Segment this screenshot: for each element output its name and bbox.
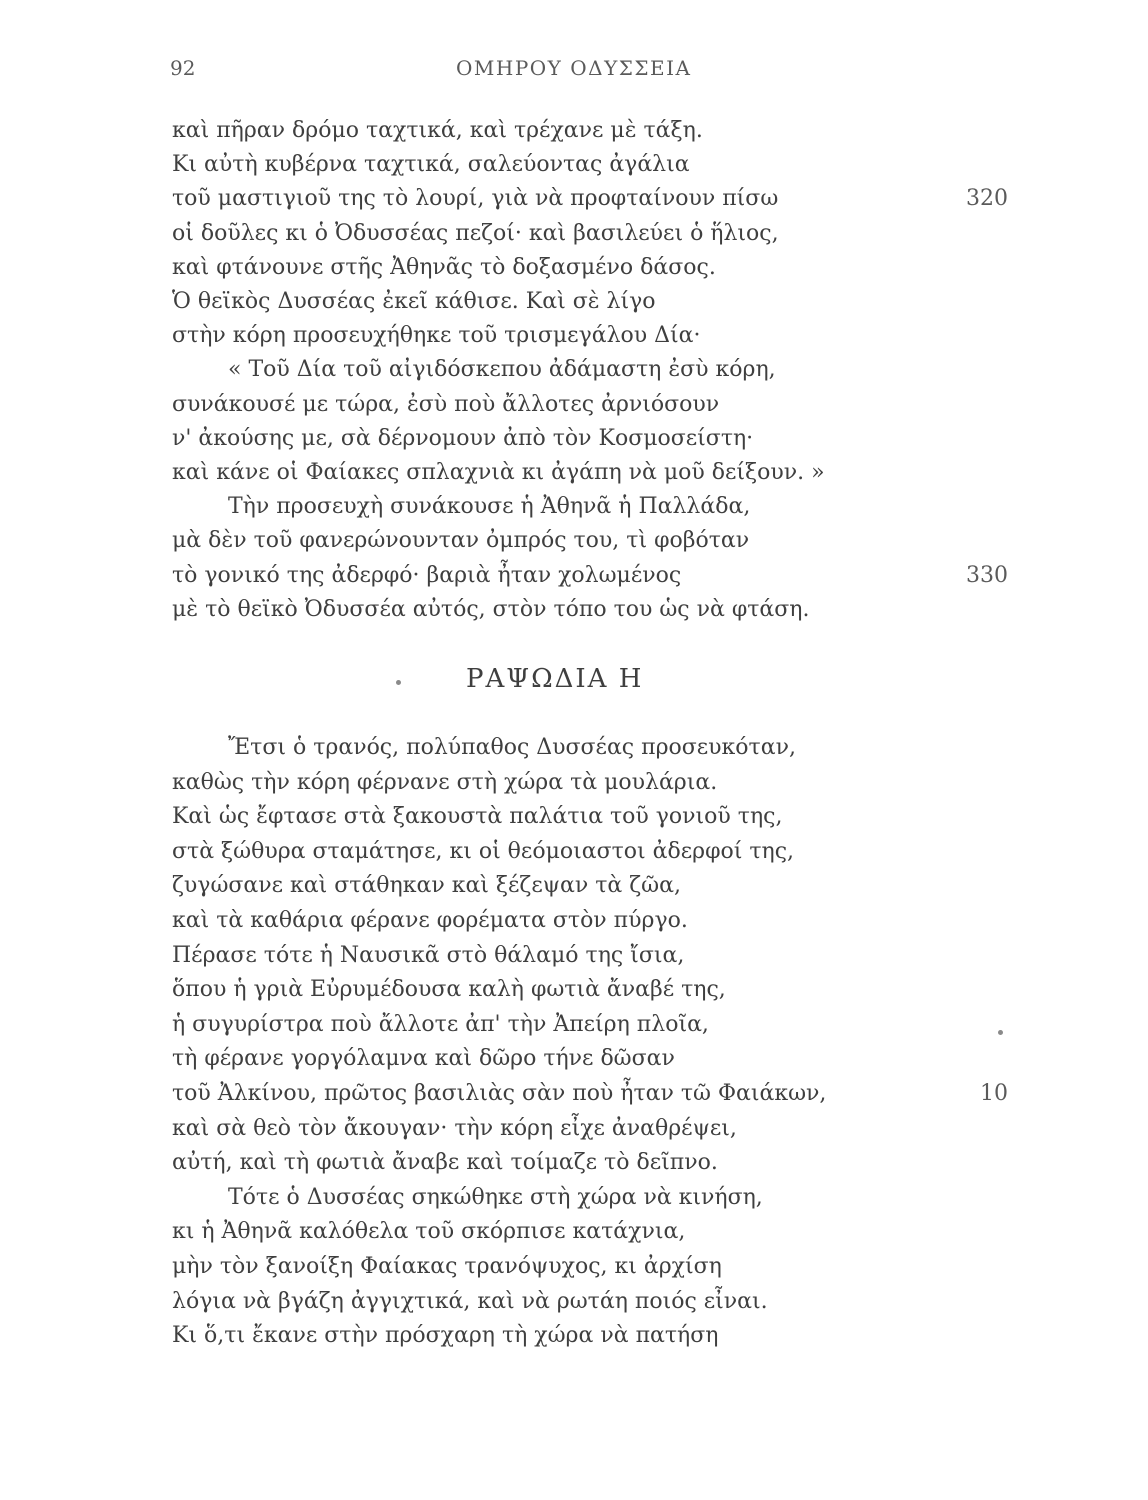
verse-text: τὴ φέρανε γοργόλαμνα καὶ δῶρο τήνε δῶσαν xyxy=(172,1046,675,1072)
verse-line xyxy=(0,941,1148,979)
verse-line xyxy=(0,287,1148,325)
verse-text: ὅπου ἡ γριὰ Εὐρυμέδουσα καλὴ φωτιὰ ἄναβέ της, xyxy=(172,977,726,1003)
verse-line xyxy=(0,150,1148,188)
verse-line xyxy=(0,595,1148,633)
verse-line xyxy=(0,1252,1148,1290)
verse-line xyxy=(0,871,1148,909)
verse-line xyxy=(0,1183,1148,1221)
verse-line xyxy=(0,975,1148,1013)
verse-line xyxy=(0,802,1148,840)
verse-line xyxy=(0,355,1148,393)
verse-line xyxy=(0,184,1148,222)
verse-line xyxy=(0,733,1148,771)
verse-text: κι ἡ Ἀθηνᾶ καλόθελα τοῦ σκόρπισε κατάχνια, xyxy=(172,1219,686,1245)
verse-text: συνάκουσέ με τώρα, ἐσὺ ποὺ ἄλλοτες ἀρνιόσουν xyxy=(172,391,720,417)
verse-text: καὶ τὰ καθάρια φέρανε φορέματα στὸν πύργο. xyxy=(172,908,688,933)
verse-text: τὸ γονικό της ἀδερφό· βαριὰ ἦταν χολωμένος xyxy=(172,562,682,588)
running-head: ΟΜΗΡΟΥ ΟΔΥΣΣΕΙΑ xyxy=(456,56,692,80)
verse-text: « Τοῦ Δία τοῦ αἰγιδόσκεπου ἀδάμαστη ἐσὺ κόρη, xyxy=(228,357,776,383)
verse-text: Τὴν προσευχὴ συνάκουσε ἡ Ἀθηνᾶ ἡ Παλλάδα, xyxy=(228,494,751,520)
line-number: 330 xyxy=(966,562,1008,588)
verse-text: Πέρασε τότε ἡ Ναυσικᾶ στὸ θάλαμό της ἴσια, xyxy=(172,942,685,968)
verse-text: τοῦ Ἀλκίνου, πρῶτος βασιλιὰς σὰν ποὺ ἦταν τῶ Φαιάκων, xyxy=(172,1081,827,1106)
verse-text: αὐτή, καὶ τὴ φωτιὰ ἄναβε καὶ τοίμαζε τὸ δεῖπνο. xyxy=(172,1150,718,1176)
verse-line xyxy=(0,458,1148,496)
verse-line xyxy=(0,1114,1148,1152)
verse-text: οἱ δοῦλες κι ὁ Ὀδυσσέας πεζοί· καὶ βασιλεύει ὁ ἥλιος, xyxy=(172,220,779,246)
verse-line xyxy=(0,1079,1148,1117)
verse-line xyxy=(0,1010,1148,1048)
verse-line xyxy=(0,768,1148,806)
verse-text: ἡ συγυρίστρα ποὺ ἄλλοτε ἀπ' τὴν Ἀπείρη πλοῖα, xyxy=(172,1011,709,1037)
verse-line xyxy=(0,321,1148,359)
verse-text: Καὶ ὡς ἔφτασε στὰ ξακουστὰ παλάτια τοῦ γονιοῦ της, xyxy=(172,804,783,830)
verse-text: ν' ἀκούσης με, σὰ δέρνομουν ἀπὸ τὸν Κοσμοσείστη· xyxy=(172,425,754,451)
verse-line xyxy=(0,492,1148,530)
print-speck-dot xyxy=(998,1030,1003,1035)
verse-text: Ὁ θεϊκὸς Δυσσέας ἐκεῖ κάθισε. Καὶ σὲ λίγο xyxy=(172,289,656,314)
print-speck-dot xyxy=(396,680,401,685)
verse-line xyxy=(0,1217,1148,1255)
verse-line xyxy=(0,1321,1148,1359)
verse-text: καὶ σὰ θεὸ τὸν ἄκουγαν· τὴν κόρη εἶχε ἀναθρέψει, xyxy=(172,1115,737,1141)
page-number: 92 xyxy=(170,56,196,80)
line-number: 10 xyxy=(980,1081,1008,1106)
verse-text: μὴν τὸν ξανοίξη Φαίακας τρανόψυχος, κι ἀρχίση xyxy=(172,1254,722,1279)
verse-text: Κι αὐτὴ κυβέρνα ταχτικά, σαλεύοντας ἀγάλια xyxy=(172,152,690,178)
verse-text: λόγια νὰ βγάζη ἀγγιχτικά, καὶ νὰ ρωτάη ποιός εἶναι. xyxy=(172,1288,768,1314)
verse-line xyxy=(0,116,1148,154)
verse-line xyxy=(0,253,1148,291)
verse-line xyxy=(0,1044,1148,1082)
verse-text: καθὼς τὴν κόρη φέρνανε στὴ χώρα τὰ μουλάρια. xyxy=(172,769,718,795)
verse-line xyxy=(0,219,1148,257)
line-number: 320 xyxy=(966,186,1008,212)
verse-text: καὶ κάνε οἱ Φαίακες σπλαχνιὰ κι ἀγάπη νὰ μοῦ δείξουν. » xyxy=(172,460,825,485)
verse-text: Ἔτσι ὁ τρανός, πολύπαθος Δυσσέας προσευκόταν, xyxy=(228,735,796,760)
verse-text: μὲ τὸ θεϊκὸ Ὀδυσσέα αὐτός, στὸν τόπο του ὡς νὰ φτάση. xyxy=(172,596,810,622)
verse-line xyxy=(0,906,1148,944)
page-header xyxy=(0,56,1148,86)
verse-text: τοῦ μαστιγιοῦ της τὸ λουρί, γιὰ νὰ προφταίνουν πίσω xyxy=(172,186,779,212)
verse-text: μὰ δὲν τοῦ φανερώνουνταν ὀμπρός του, τὶ φοβόταν xyxy=(172,528,750,554)
verse-line xyxy=(0,561,1148,599)
verse-line xyxy=(0,837,1148,875)
verse-text: Κι ὅ,τι ἔκανε στὴν πρόσχαρη τὴ χώρα νὰ πατήση xyxy=(172,1323,719,1349)
verse-text: ζυγώσανε καὶ στάθηκαν καὶ ξέζεψαν τὰ ζῶα, xyxy=(172,873,681,899)
verse-text: Τότε ὁ Δυσσέας σηκώθηκε στὴ χώρα νὰ κινήση, xyxy=(228,1184,763,1210)
verse-text: καὶ φτάνουνε στῆς Ἀθηνᾶς τὸ δοξασμένο δάσος. xyxy=(172,254,716,280)
verse-text: στὰ ξώθυρα σταμάτησε, κι οἱ θεόμοιαστοι ἀδερφοί της, xyxy=(172,838,795,864)
verse-text: στὴν κόρη προσευχήθηκε τοῦ τρισμεγάλου Δία· xyxy=(172,323,701,349)
verse-line xyxy=(0,1148,1148,1186)
verse-line xyxy=(0,424,1148,462)
verse-line xyxy=(0,526,1148,564)
verse-line xyxy=(0,390,1148,428)
verse-text: καὶ πῆραν δρόμο ταχτικά, καὶ τρέχανε μὲ τάξη. xyxy=(172,118,703,143)
verse-line xyxy=(0,1287,1148,1325)
chapter-title: ΡΑΨΩΔΙΑ Η xyxy=(466,664,644,694)
